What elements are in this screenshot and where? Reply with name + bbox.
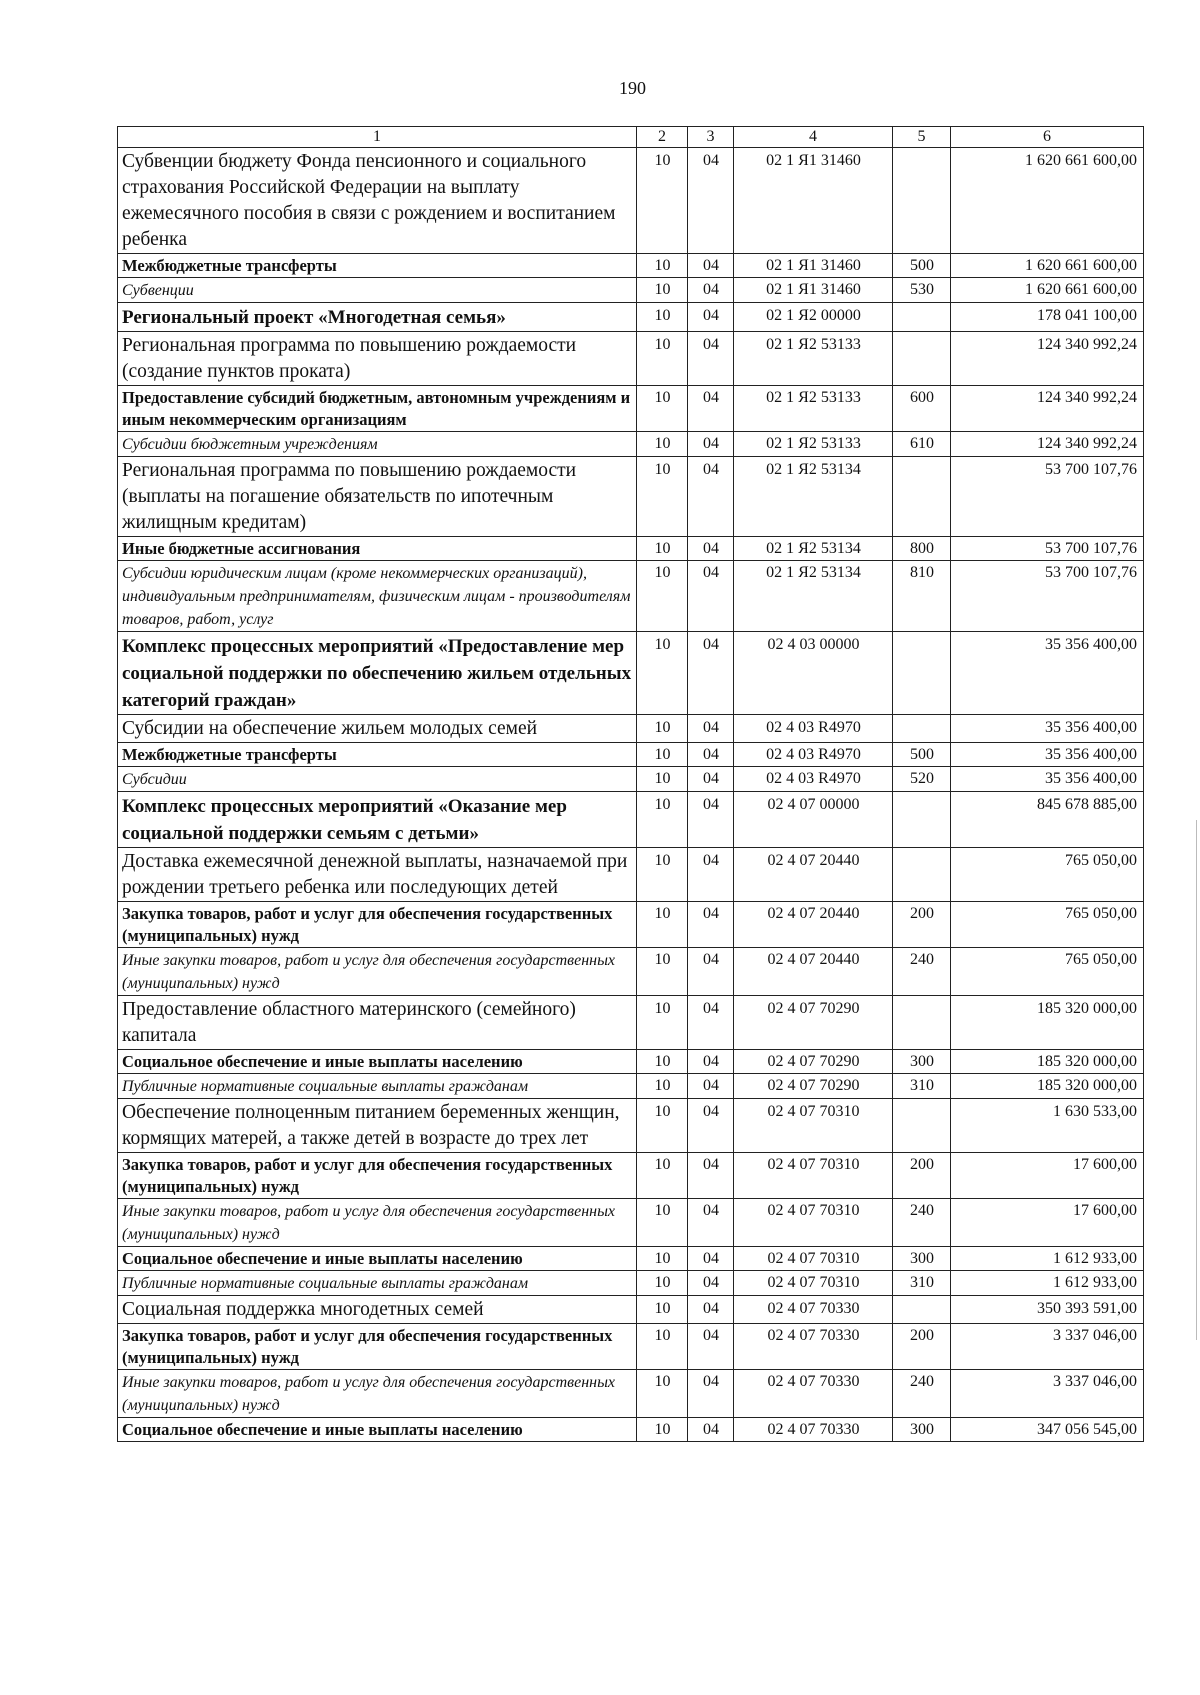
row-amount: 178 041 100,00: [951, 303, 1144, 332]
row-target-article: 02 1 Я1 31460: [734, 148, 893, 254]
row-subsection: 04: [688, 1370, 734, 1418]
row-subsection: 04: [688, 1099, 734, 1153]
table-row: [118, 457, 1144, 537]
row-name: Доставка ежемесячной денежной выплаты, назначаемой при рождении третьего ребенка или последующих детей: [118, 848, 637, 902]
row-section: 10: [637, 561, 688, 632]
page-number: 190: [619, 78, 646, 98]
row-amount: 35 356 400,00: [951, 767, 1144, 792]
table-row: [118, 1247, 1144, 1271]
row-section: 10: [637, 1199, 688, 1247]
row-name: Субсидии бюджетным учреждениям: [118, 432, 637, 457]
budget-table: [117, 126, 1144, 1442]
row-section: 10: [637, 432, 688, 457]
row-name: Иные закупки товаров, работ и услуг для обеспечения государственных (муниципальных) нужд: [118, 948, 637, 996]
table-row: [118, 1271, 1144, 1296]
row-amount: 1 620 661 600,00: [951, 148, 1144, 254]
row-target-article: 02 4 07 70330: [734, 1324, 893, 1370]
row-section: 10: [637, 1153, 688, 1199]
row-expense-type: 800: [893, 537, 951, 561]
row-expense-type: 240: [893, 948, 951, 996]
row-section: 10: [637, 303, 688, 332]
row-target-article: 02 1 Я2 53133: [734, 432, 893, 457]
row-subsection: 04: [688, 303, 734, 332]
header-col-5: 5: [893, 127, 951, 148]
row-section: 10: [637, 386, 688, 432]
row-target-article: 02 4 07 20440: [734, 948, 893, 996]
row-name: Субсидии: [118, 767, 637, 792]
row-expense-type: [893, 996, 951, 1050]
row-expense-type: [893, 148, 951, 254]
row-expense-type: 600: [893, 386, 951, 432]
row-expense-type: 300: [893, 1247, 951, 1271]
table-row: [118, 1050, 1144, 1074]
row-subsection: 04: [688, 632, 734, 715]
row-target-article: 02 4 03 R4970: [734, 767, 893, 792]
table-row: [118, 332, 1144, 386]
row-amount: 765 050,00: [951, 948, 1144, 996]
row-name: Межбюджетные трансферты: [118, 743, 637, 767]
row-expense-type: [893, 632, 951, 715]
row-subsection: 04: [688, 432, 734, 457]
row-subsection: 04: [688, 537, 734, 561]
row-expense-type: 530: [893, 278, 951, 303]
row-name: Региональная программа по повышению рождаемости (создание пунктов проката): [118, 332, 637, 386]
row-target-article: 02 4 03 00000: [734, 632, 893, 715]
row-expense-type: 200: [893, 902, 951, 948]
row-amount: 124 340 992,24: [951, 332, 1144, 386]
table-row: [118, 632, 1144, 715]
row-expense-type: 500: [893, 254, 951, 278]
table-row: [118, 902, 1144, 948]
row-expense-type: 200: [893, 1153, 951, 1199]
row-target-article: 02 1 Я2 00000: [734, 303, 893, 332]
row-amount: 1 630 533,00: [951, 1099, 1144, 1153]
header-row: [118, 127, 1144, 148]
row-expense-type: [893, 457, 951, 537]
table-row: [118, 1153, 1144, 1199]
row-section: 10: [637, 1271, 688, 1296]
row-expense-type: 610: [893, 432, 951, 457]
row-section: 10: [637, 278, 688, 303]
scan-edge-mark: [1196, 820, 1197, 1340]
row-section: 10: [637, 254, 688, 278]
row-amount: 3 337 046,00: [951, 1370, 1144, 1418]
table-row: [118, 1370, 1144, 1418]
row-amount: 765 050,00: [951, 848, 1144, 902]
row-target-article: 02 1 Я1 31460: [734, 254, 893, 278]
row-name: Предоставление субсидий бюджетным, автономным учреждениям и иным некоммерческим организациям: [118, 386, 637, 432]
table-row: [118, 792, 1144, 848]
row-target-article: 02 1 Я2 53133: [734, 386, 893, 432]
row-subsection: 04: [688, 386, 734, 432]
row-expense-type: 300: [893, 1418, 951, 1442]
row-target-article: 02 4 07 70290: [734, 1074, 893, 1099]
header-col-6: 6: [951, 127, 1144, 148]
row-amount: 124 340 992,24: [951, 432, 1144, 457]
row-subsection: 04: [688, 715, 734, 743]
row-subsection: 04: [688, 457, 734, 537]
row-name: Иные закупки товаров, работ и услуг для обеспечения государственных (муниципальных) нужд: [118, 1370, 637, 1418]
header-col-1: 1: [118, 127, 637, 148]
row-target-article: 02 4 07 70310: [734, 1247, 893, 1271]
row-name: Комплекс процессных мероприятий «Предоставление мер социальной поддержки по обеспечению жильем отдельных категорий граждан»: [118, 632, 637, 715]
row-expense-type: [893, 792, 951, 848]
row-expense-type: 810: [893, 561, 951, 632]
row-section: 10: [637, 632, 688, 715]
table-body: [118, 148, 1144, 1442]
row-subsection: 04: [688, 332, 734, 386]
table-row: [118, 848, 1144, 902]
row-target-article: 02 4 07 70330: [734, 1370, 893, 1418]
row-subsection: 04: [688, 148, 734, 254]
row-section: 10: [637, 457, 688, 537]
row-amount: 185 320 000,00: [951, 996, 1144, 1050]
table-row: [118, 1074, 1144, 1099]
row-amount: 53 700 107,76: [951, 561, 1144, 632]
row-subsection: 04: [688, 948, 734, 996]
row-section: 10: [637, 1418, 688, 1442]
table-row: [118, 278, 1144, 303]
row-amount: 17 600,00: [951, 1199, 1144, 1247]
table-row: [118, 1199, 1144, 1247]
row-target-article: 02 4 07 70290: [734, 1050, 893, 1074]
row-subsection: 04: [688, 1271, 734, 1296]
row-name: Иные закупки товаров, работ и услуг для обеспечения государственных (муниципальных) нужд: [118, 1199, 637, 1247]
row-section: 10: [637, 332, 688, 386]
row-section: 10: [637, 1099, 688, 1153]
row-expense-type: [893, 848, 951, 902]
row-section: 10: [637, 848, 688, 902]
row-subsection: 04: [688, 996, 734, 1050]
row-subsection: 04: [688, 792, 734, 848]
row-expense-type: 310: [893, 1074, 951, 1099]
row-section: 10: [637, 767, 688, 792]
row-target-article: 02 1 Я2 53133: [734, 332, 893, 386]
row-amount: 1 620 661 600,00: [951, 278, 1144, 303]
table-row: [118, 561, 1144, 632]
row-name: Межбюджетные трансферты: [118, 254, 637, 278]
row-target-article: 02 1 Я2 53134: [734, 457, 893, 537]
budget-table-container: [117, 126, 1143, 1442]
row-subsection: 04: [688, 1050, 734, 1074]
row-amount: 53 700 107,76: [951, 457, 1144, 537]
row-amount: 1 612 933,00: [951, 1247, 1144, 1271]
row-subsection: 04: [688, 1074, 734, 1099]
table-row: [118, 386, 1144, 432]
row-amount: 350 393 591,00: [951, 1296, 1144, 1324]
row-name: Субсидии юридическим лицам (кроме некоммерческих организаций), индивидуальным предпринимателям, физическим лицам - производителям товаров, работ, услуг: [118, 561, 637, 632]
row-expense-type: [893, 332, 951, 386]
row-target-article: 02 4 03 R4970: [734, 715, 893, 743]
row-name: Субвенции бюджету Фонда пенсионного и социального страхования Российской Федерации на выплату ежемесячного пособия в связи с рождением и воспитанием ребенка: [118, 148, 637, 254]
table-row: [118, 1099, 1144, 1153]
row-target-article: 02 4 07 20440: [734, 902, 893, 948]
table-row: [118, 715, 1144, 743]
table-row: [118, 767, 1144, 792]
row-target-article: 02 4 07 70330: [734, 1296, 893, 1324]
header-col-3: 3: [688, 127, 734, 148]
row-target-article: 02 4 07 70310: [734, 1153, 893, 1199]
row-target-article: 02 4 07 70330: [734, 1418, 893, 1442]
row-expense-type: 310: [893, 1271, 951, 1296]
row-name: Региональная программа по повышению рождаемости (выплаты на погашение обязательств по ипотечным жилищным кредитам): [118, 457, 637, 537]
row-expense-type: 200: [893, 1324, 951, 1370]
header-col-4: 4: [734, 127, 893, 148]
row-amount: 1 612 933,00: [951, 1271, 1144, 1296]
row-name: Социальное обеспечение и иные выплаты населению: [118, 1050, 637, 1074]
row-name: Социальная поддержка многодетных семей: [118, 1296, 637, 1324]
table-row: [118, 1418, 1144, 1442]
row-expense-type: 520: [893, 767, 951, 792]
row-subsection: 04: [688, 848, 734, 902]
row-target-article: 02 4 07 70310: [734, 1271, 893, 1296]
row-name: Субвенции: [118, 278, 637, 303]
row-subsection: 04: [688, 278, 734, 303]
row-amount: 845 678 885,00: [951, 792, 1144, 848]
row-section: 10: [637, 996, 688, 1050]
row-name: Субсидии на обеспечение жильем молодых семей: [118, 715, 637, 743]
row-amount: 185 320 000,00: [951, 1050, 1144, 1074]
row-section: 10: [637, 1050, 688, 1074]
row-target-article: 02 4 07 20440: [734, 848, 893, 902]
row-section: 10: [637, 1074, 688, 1099]
row-subsection: 04: [688, 1153, 734, 1199]
row-subsection: 04: [688, 1296, 734, 1324]
row-expense-type: [893, 1099, 951, 1153]
table-row: [118, 1324, 1144, 1370]
row-expense-type: 240: [893, 1370, 951, 1418]
table-row: [118, 432, 1144, 457]
row-name: Комплекс процессных мероприятий «Оказание мер социальной поддержки семьям с детьми»: [118, 792, 637, 848]
row-amount: 124 340 992,24: [951, 386, 1144, 432]
row-amount: 35 356 400,00: [951, 715, 1144, 743]
row-name: Социальное обеспечение и иные выплаты населению: [118, 1247, 637, 1271]
row-target-article: 02 1 Я1 31460: [734, 278, 893, 303]
row-section: 10: [637, 902, 688, 948]
table-row: [118, 996, 1144, 1050]
row-section: 10: [637, 1370, 688, 1418]
row-subsection: 04: [688, 561, 734, 632]
row-amount: 3 337 046,00: [951, 1324, 1144, 1370]
row-section: 10: [637, 743, 688, 767]
row-expense-type: 300: [893, 1050, 951, 1074]
row-target-article: 02 4 07 70310: [734, 1099, 893, 1153]
row-section: 10: [637, 1324, 688, 1370]
row-subsection: 04: [688, 902, 734, 948]
row-subsection: 04: [688, 1418, 734, 1442]
table-row: [118, 1296, 1144, 1324]
row-section: 10: [637, 1247, 688, 1271]
row-amount: 35 356 400,00: [951, 632, 1144, 715]
row-expense-type: [893, 715, 951, 743]
row-target-article: 02 4 07 70290: [734, 996, 893, 1050]
row-expense-type: [893, 1296, 951, 1324]
header-col-2: 2: [637, 127, 688, 148]
row-name: Публичные нормативные социальные выплаты гражданам: [118, 1074, 637, 1099]
table-row: [118, 948, 1144, 996]
row-amount: 765 050,00: [951, 902, 1144, 948]
row-expense-type: 240: [893, 1199, 951, 1247]
row-subsection: 04: [688, 1247, 734, 1271]
row-expense-type: 500: [893, 743, 951, 767]
table-row: [118, 148, 1144, 254]
row-target-article: 02 4 03 R4970: [734, 743, 893, 767]
table-row: [118, 254, 1144, 278]
row-name: Публичные нормативные социальные выплаты гражданам: [118, 1271, 637, 1296]
row-amount: 35 356 400,00: [951, 743, 1144, 767]
row-name: Предоставление областного материнского (семейного) капитала: [118, 996, 637, 1050]
row-subsection: 04: [688, 254, 734, 278]
row-amount: 185 320 000,00: [951, 1074, 1144, 1099]
row-section: 10: [637, 948, 688, 996]
row-expense-type: [893, 303, 951, 332]
row-section: 10: [637, 148, 688, 254]
table-row: [118, 743, 1144, 767]
row-name: Обеспечение полноценным питанием беременных женщин, кормящих матерей, а также детей в возрасте до трех лет: [118, 1099, 637, 1153]
row-name: Иные бюджетные ассигнования: [118, 537, 637, 561]
row-subsection: 04: [688, 1324, 734, 1370]
row-section: 10: [637, 715, 688, 743]
row-name: Закупка товаров, работ и услуг для обеспечения государственных (муниципальных) нужд: [118, 1153, 637, 1199]
row-amount: 53 700 107,76: [951, 537, 1144, 561]
row-target-article: 02 1 Я2 53134: [734, 561, 893, 632]
row-section: 10: [637, 1296, 688, 1324]
row-section: 10: [637, 537, 688, 561]
row-subsection: 04: [688, 1199, 734, 1247]
row-target-article: 02 4 07 70310: [734, 1199, 893, 1247]
row-subsection: 04: [688, 743, 734, 767]
table-row: [118, 537, 1144, 561]
row-amount: 1 620 661 600,00: [951, 254, 1144, 278]
row-section: 10: [637, 792, 688, 848]
row-target-article: 02 1 Я2 53134: [734, 537, 893, 561]
row-name: Социальное обеспечение и иные выплаты населению: [118, 1418, 637, 1442]
row-name: Региональный проект «Многодетная семья»: [118, 303, 637, 332]
table-row: [118, 303, 1144, 332]
row-amount: 347 056 545,00: [951, 1418, 1144, 1442]
row-name: Закупка товаров, работ и услуг для обеспечения государственных (муниципальных) нужд: [118, 902, 637, 948]
row-amount: 17 600,00: [951, 1153, 1144, 1199]
row-subsection: 04: [688, 767, 734, 792]
row-target-article: 02 4 07 00000: [734, 792, 893, 848]
row-name: Закупка товаров, работ и услуг для обеспечения государственных (муниципальных) нужд: [118, 1324, 637, 1370]
